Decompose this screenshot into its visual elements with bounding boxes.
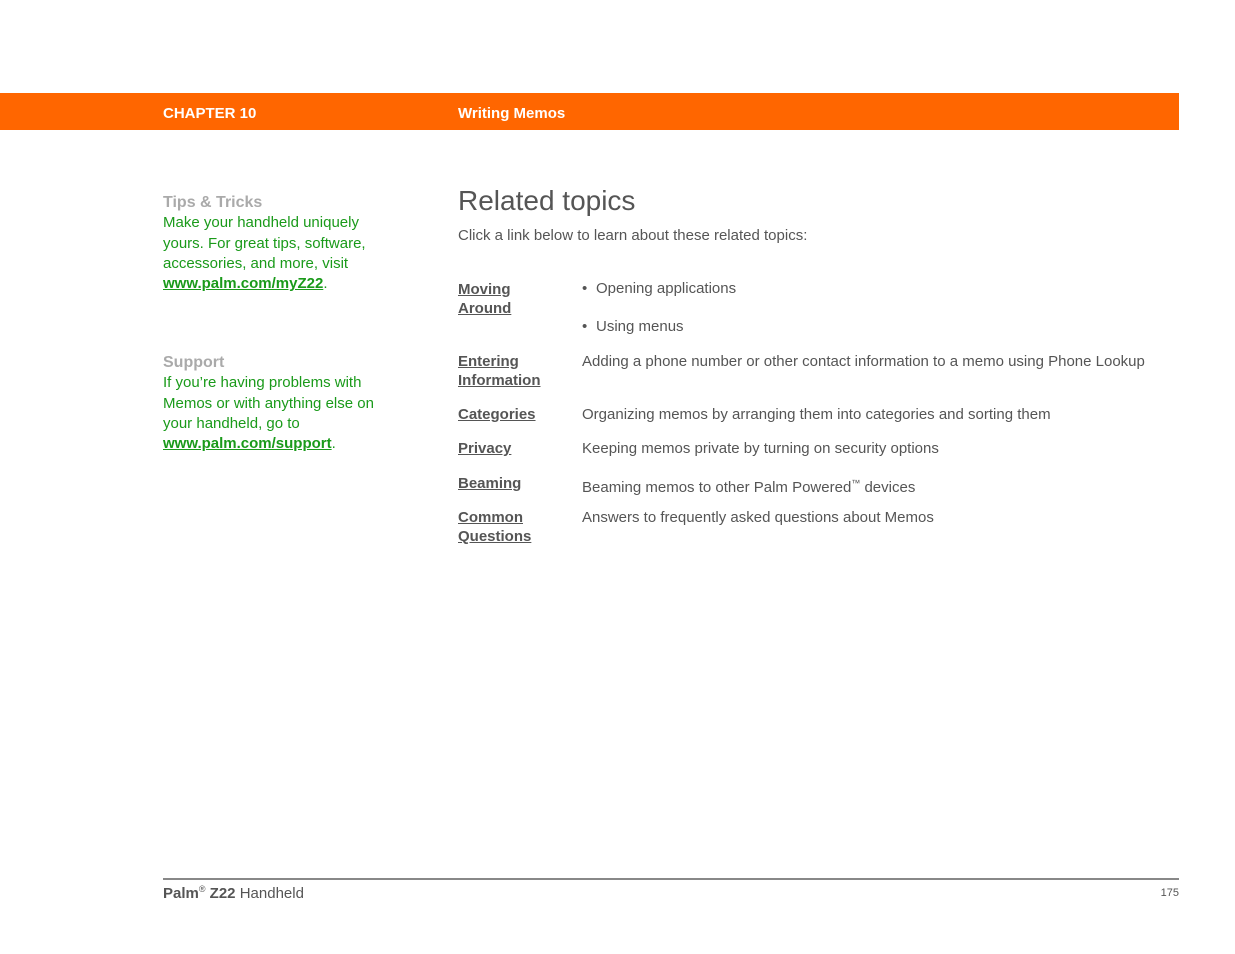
palm-myz22-link[interactable]: www.palm.com/myZ22: [163, 275, 324, 293]
support-body: [163, 373, 383, 454]
palm-support-link[interactable]: www.palm.com/support: [163, 435, 332, 453]
support-sidebar: [163, 353, 383, 454]
footer-divider: [163, 878, 1179, 880]
beaming-desc: Beaming memos to other Palm Powered™ devices: [582, 478, 916, 496]
support-suffix: .: [331, 435, 336, 453]
tips-heading: Tips & Tricks: [163, 194, 263, 211]
footer-product-name: Handheld: [239, 885, 304, 902]
chapter-label: CHAPTER 10: [163, 105, 257, 122]
common-questions-link[interactable]: Common Questions: [458, 509, 532, 545]
categories-link[interactable]: Categories: [458, 406, 536, 423]
tips-body: [163, 213, 383, 294]
footer-product: [163, 884, 304, 902]
intro-text: Click a link below to learn about these related topics:: [458, 227, 808, 244]
categories-desc: Organizing memos by arranging them into categories and sorting them: [582, 406, 1051, 423]
registered-mark: ®: [198, 884, 206, 894]
page-title: Related topics: [458, 185, 636, 216]
bullet-opening-applications: • Opening applications: [582, 280, 737, 297]
entering-information-link[interactable]: Entering Information: [458, 353, 541, 389]
beaming-link[interactable]: Beaming: [458, 475, 522, 492]
chapter-banner: [0, 93, 1179, 130]
bullet-using-menus: • Using menus: [582, 318, 684, 335]
support-text: If you’re having problems with Memos or with anything else on your handheld, go to: [163, 374, 374, 432]
moving-around-link[interactable]: Moving Around: [458, 281, 512, 317]
privacy-desc: Keeping memos private by turning on security options: [582, 440, 939, 457]
entering-information-desc: Adding a phone number or other contact information to a memo using Phone Lookup: [582, 353, 1145, 370]
tips-text: Make your handheld uniquely yours. For great tips, software, accessories, and more, visit: [163, 214, 366, 272]
section-title: Writing Memos: [458, 105, 566, 122]
trademark-symbol: ™: [851, 478, 861, 488]
support-heading: Support: [163, 354, 225, 371]
privacy-link[interactable]: Privacy: [458, 440, 512, 457]
page-number: 175: [1160, 887, 1179, 899]
common-questions-desc: Answers to frequently asked questions about Memos: [582, 509, 934, 526]
footer-brand: Palm: [163, 885, 199, 902]
footer-model: Z22: [209, 885, 236, 902]
tips-suffix: .: [323, 275, 328, 293]
tips-sidebar: [163, 193, 383, 294]
